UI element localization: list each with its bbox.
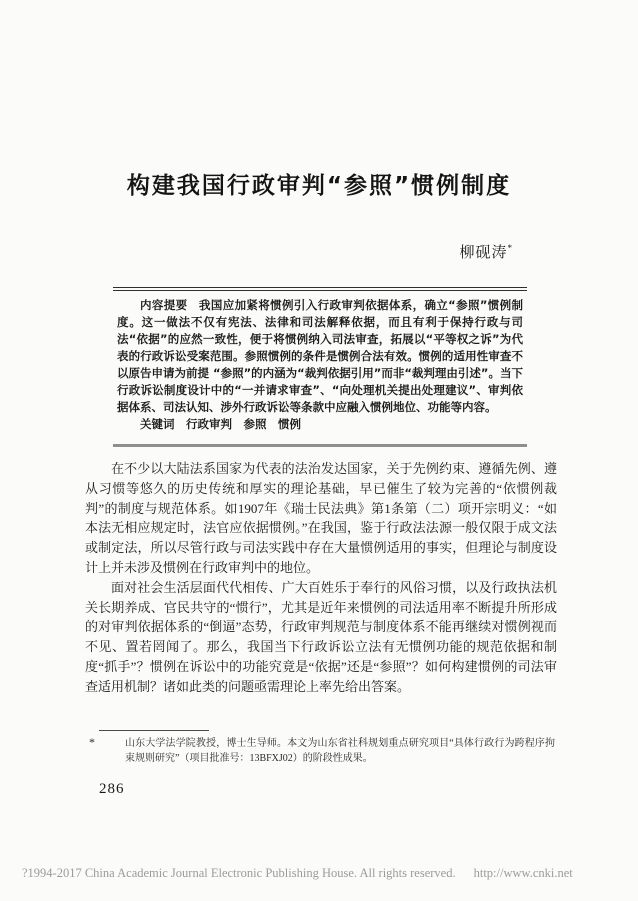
author-footnote-marker: * [507, 243, 513, 253]
footnote-marker: * [89, 735, 95, 749]
author-name: 柳砚涛 [459, 245, 508, 261]
abstract-text: 我国应加紧将惯例引入行政审判依据体系，确立“参照”惯例制度。这一做法不仅有宪法、法律和司法解释依据，而且有利于保持行政与司法“依据”的应然一致性，便于将惯例纳入司法审查，拓展以“平等权之诉”为代表的行政诉讼受案范围。参照惯例的条件是惯例合法有效。惯例的适用性审查不以原告申请为前提 “参照”的内涵为“裁判依据引用”而非“裁判理由引述”。当下行政诉讼制度设计中的“一并请求审查”、“向处理机关提出处理建议”、审判依据体系、司法认知、涉外行政诉讼等条款中应融入惯例地位、功能等内容。 [117, 298, 523, 414]
article-body [85, 459, 557, 697]
footnote [85, 736, 555, 766]
abstract-label: 内容提要 [140, 298, 188, 312]
keywords-text: 行政审判 参照 惯例 [186, 417, 301, 431]
body-paragraph-1: 在不少以大陆法系国家为代表的法治发达国家，关于先例约束、遵循先例、遵从习惯等悠久的历史传统和厚实的理论基础，早已催生了较为完善的“依惯例裁判”的制度与规范体系。如1907年《瑞士民法典》第1条第（二）项开宗明义：“如本法无相应规定时，法官应依据惯例。”在我国，鉴于行政法法源一般仅限于成文法或制定法，所以尽管行政与司法实践中存在大量惯例适用的事实，但理论与制度设计上并未涉及惯例在行政审判中的地位。 [85, 461, 557, 575]
author-line [459, 241, 513, 262]
footnote-text: 山东大学法学院教授，博士生导师。本文为山东省社科规划重点研究项目“具体行政行为跨程序拘束规则研究”（项目批准号：13BFXJ02）的阶段性成果。 [125, 738, 555, 764]
copyright-footer [22, 866, 632, 881]
abstract-paragraph [117, 297, 523, 416]
copyright-text: ?1994-2017 China Academic Journal Electronic Publishing House. All rights reserved. [22, 866, 456, 880]
cnki-url: http://www.cnki.net [473, 866, 573, 880]
paper-title: 构建我国行政审判“参照”惯例制度 [126, 173, 512, 199]
abstract-block [113, 287, 527, 447]
keywords-line [117, 416, 523, 433]
footnote-separator-rule [99, 730, 209, 731]
body-paragraph-2: 面对社会生活层面代代相传、广大百姓乐于奉行的风俗习惯，以及行政执法机关长期养成、官民共守的“惯行”，尤其是近年来惯例的司法适用率不断提升所形成的对审判依据体系的“倒逼”态势，行政审判规范与制度体系不能再继续对惯例视而不见、置若罔闻了。那么，我国当下行政诉讼立法有无惯例功能的规范依据和制度“抓手”？惯例在诉讼中的功能究竟是“依据”还是“参照”？如何构建惯例的司法审查适用机制？诸如此类的问题亟需理论上率先给出答案。 [85, 579, 557, 694]
page-number: 286 [99, 781, 125, 797]
keywords-label: 关键词 [140, 417, 175, 431]
